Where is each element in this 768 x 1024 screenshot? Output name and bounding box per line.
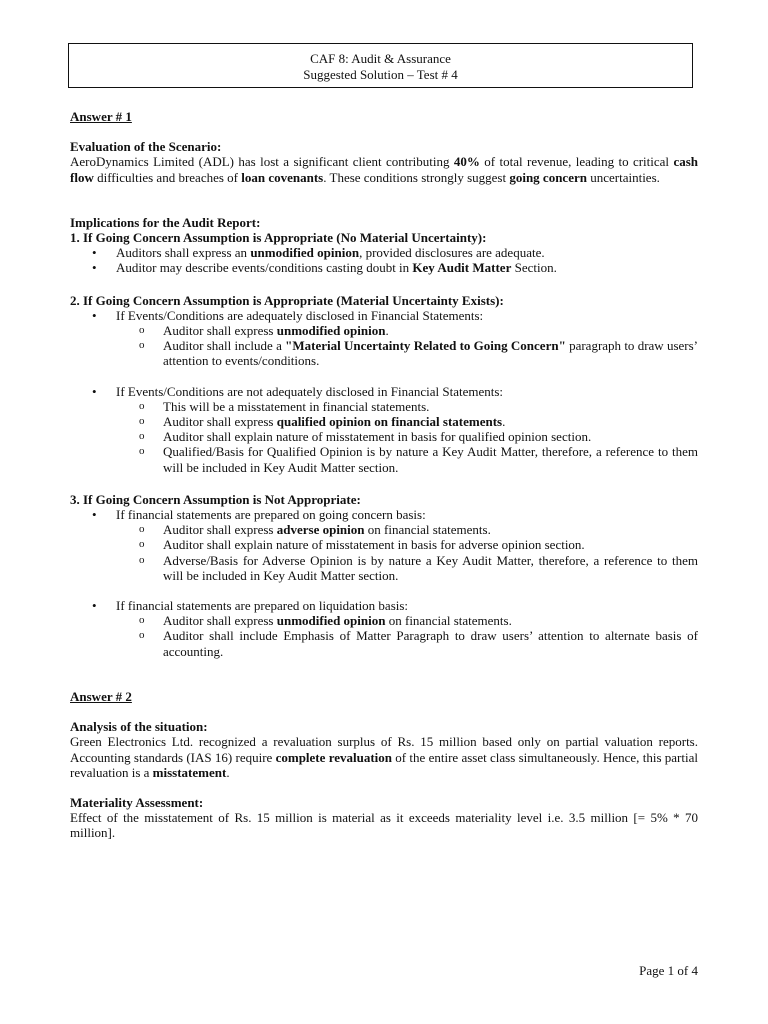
case-2-a-sub-1: o Auditor shall express unmodified opinion. <box>70 323 698 338</box>
case-2-bullets-b <box>70 384 698 399</box>
case-3-a-sub-1: o Auditor shall express adverse opinion on financial statements. <box>70 522 698 537</box>
evaluation-heading: Evaluation of the Scenario: <box>70 139 222 155</box>
bold-emphasis: complete revaluation <box>275 749 393 765</box>
header-course-title: CAF 8: Audit & Assurance <box>310 51 451 66</box>
case-2-heading: 2. If Going Concern Assumption is Appropriate (Material Uncertainty Exists): <box>70 292 504 308</box>
case-3-heading: 3. If Going Concern Assumption is Not Appropriate: <box>70 491 361 507</box>
bold-emphasis: adverse opinion <box>276 522 365 538</box>
bold-emphasis: unmodified opinion <box>276 323 386 339</box>
case-2-bullet-a <box>70 308 698 323</box>
case-3-bullets-b <box>70 598 698 613</box>
document-header <box>68 43 693 88</box>
case-1-bullets <box>70 245 698 275</box>
case-3-b-subitems <box>70 613 698 659</box>
case-3-b-sub-1: o Auditor shall express unmodified opinion on financial statements. <box>70 613 698 628</box>
case-3-a-sub-3: o Adverse/Basis for Adverse Opinion is by nature a Key Audit Matter, therefore, a reference to them will be included in Key Audit Matter section. <box>70 553 698 583</box>
evaluation-paragraph: AeroDynamics Limited (ADL) has lost a significant client contributing 40% of total revenue, leading to critical cash flow difficulties and breaches of loan covenants. These conditions strongly suggest going concern uncertainties. <box>70 154 698 185</box>
bold-emphasis: going concern <box>509 169 587 185</box>
case-3-b-sub-2: o Auditor shall include Emphasis of Matter Paragraph to draw users’ attention to alternate basis of accounting. <box>70 628 698 658</box>
case-1-heading: 1. If Going Concern Assumption is Appropriate (No Material Uncertainty): <box>70 230 487 246</box>
bold-emphasis: misstatement <box>152 764 227 780</box>
analysis-paragraph: Green Electronics Ltd. recognized a revaluation surplus of Rs. 15 million based only on partial valuation reports. Accounting standards (IAS 16) require complete revaluation of the entire asset class simultaneously. Hence, this partial revaluation is a misstatement. <box>70 734 698 780</box>
materiality-paragraph: Effect of the misstatement of Rs. 15 million is material as it exceeds materiality level i.e. 3.5 million [= 5% * 70 million]. <box>70 810 698 841</box>
bold-emphasis: unmodified opinion <box>276 613 386 629</box>
case-2-bullet-b <box>70 384 698 399</box>
case-2-b-sub-2: o Auditor shall express qualified opinion on financial statements. <box>70 414 698 429</box>
bold-emphasis: cash flow <box>70 154 698 185</box>
case-2-a-subitems <box>70 323 698 369</box>
case-2-bullet-a-text: If Events/Conditions are adequately disclosed in Financial Statements: <box>116 307 484 323</box>
case-3-bullet-a <box>70 507 698 522</box>
bold-emphasis: unmodified opinion <box>250 245 360 261</box>
answer-1-title: Answer # 1 <box>70 109 132 124</box>
page-number: Page 1 of 4 <box>639 963 698 978</box>
case-3-bullets <box>70 507 698 522</box>
answer-2-title: Answer # 2 <box>70 688 132 704</box>
implications-heading: Implications for the Audit Report: <box>70 214 261 230</box>
case-3-bullet-b-text: If financial statements are prepared on liquidation basis: <box>116 598 409 614</box>
header-subtitle: Suggested Solution – Test # 4 <box>303 67 458 82</box>
analysis-heading: Analysis of the situation: <box>70 719 208 735</box>
case-3-bullet-a-text: If financial statements are prepared on going concern basis: <box>116 507 426 523</box>
bold-emphasis: loan covenants <box>241 169 324 185</box>
bold-emphasis: Key Audit Matter <box>412 260 512 276</box>
bold-emphasis: 40% <box>453 154 480 170</box>
case-1-bullet-2: • Auditor may describe events/conditions casting doubt in Key Audit Matter Section. <box>70 260 698 275</box>
bold-emphasis: "Material Uncertainty Related to Going Concern" <box>285 338 566 354</box>
bold-emphasis: qualified opinion on financial statements <box>276 414 503 430</box>
materiality-heading: Materiality Assessment: <box>70 794 204 810</box>
document-body <box>70 109 698 841</box>
case-2-b-sub-1: o This will be a misstatement in financial statements. <box>70 399 698 414</box>
case-3-bullet-b <box>70 598 698 613</box>
case-2-b-sub-4: o Qualified/Basis for Qualified Opinion is by nature a Key Audit Matter, therefore, a reference to them will be included in Key Audit Matter section. <box>70 444 698 474</box>
case-2-a-sub-2: o Auditor shall include a "Material Uncertainty Related to Going Concern" paragraph to draw users’ attention to events/conditions. <box>70 338 698 368</box>
case-2-b-subitems <box>70 399 698 475</box>
case-2-bullet-b-text: If Events/Conditions are not adequately disclosed in Financial Statements: <box>116 383 504 399</box>
case-1-bullet-1: • Auditors shall express an unmodified opinion, provided disclosures are adequate. <box>70 245 698 260</box>
case-3-a-subitems <box>70 522 698 583</box>
case-2-b-sub-3: o Auditor shall explain nature of misstatement in basis for qualified opinion section. <box>70 429 698 444</box>
case-3-a-sub-2: o Auditor shall explain nature of misstatement in basis for adverse opinion section. <box>70 537 698 552</box>
case-2-bullets <box>70 308 698 323</box>
